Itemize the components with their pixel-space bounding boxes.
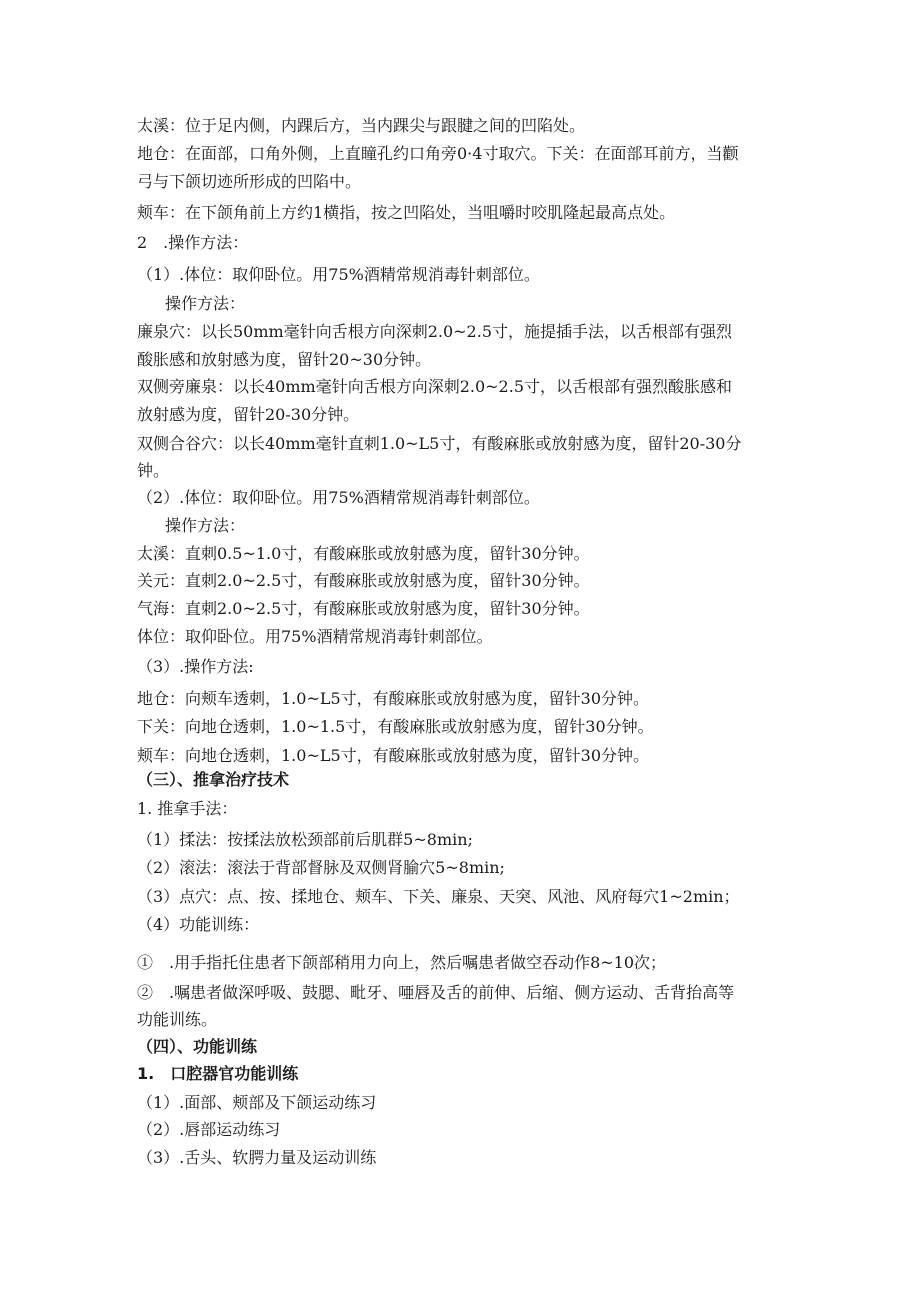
text-line: 酸胀感和放射感为度，留针20~30分钟。	[137, 350, 432, 369]
text-line: （3）点穴：点、按、揉地仓、颊车、下关、廉泉、天突、风池、风府每穴1~2min；	[137, 887, 740, 906]
section-heading: （四）、功能训练	[137, 1037, 258, 1056]
text-line: 地仓：在面部，口角外侧，上直瞳孔约口角旁0·4寸取穴。下关：在面部耳前方，当颧	[137, 144, 739, 163]
text-line: 双侧合谷穴：以长40mm毫针直刺1.0~L5寸，有酸麻胀或放射感为度，留针20-30分	[137, 434, 742, 453]
text-line: ② .嘱患者做深呼吸、鼓腮、毗牙、唖唇及舌的前伸、后缩、侧方运动、舌背抬高等	[137, 983, 735, 1002]
section-heading: 2 .操作方法：	[137, 233, 249, 252]
text-line: 廉泉穴：以长50mm毫针向舌根方向深刺2.0~2.5寸，施提插手法，以舌根部有强烈	[137, 322, 733, 341]
text-line: （1）.体位：取仰卧位。用75%酒精常规消毒针刺部位。	[137, 265, 540, 284]
text-line: 太溪：位于足内侧，内踝后方，当内踝尖与跟腱之间的凹陷处。	[137, 116, 586, 135]
subheading: 1. 推拿手法：	[137, 799, 238, 818]
list-item: （1）.面部、颊部及下颌运动练习	[137, 1093, 377, 1112]
text-line: 双侧旁廉泉：以长40mm毫针向舌根方向深刺2.0~2.5寸，以舌根部有强烈酸胀感和	[137, 377, 733, 396]
list-item: （2）.唇部运动练习	[137, 1120, 281, 1139]
text-line: 体位：取仰卧位。用75%酒精常规消毒针刺部位。	[137, 627, 493, 646]
text-line: 颊车：在下颌角前上方约1横指，按之凹陷处，当咀嚼时咬肌隆起最高点处。	[137, 203, 676, 222]
section-heading: （3）.操作方法:	[137, 657, 254, 676]
text-line: 钟。	[137, 461, 170, 480]
subheading: 操作方法：	[165, 294, 246, 313]
subheading: 1. 口腔器官功能训练	[137, 1064, 299, 1083]
text-line: 功能训练。	[137, 1010, 218, 1029]
text-line: 气海：直刺2.0~2.5寸，有酸麻胀或放射感为度，留针30分钟。	[137, 599, 590, 618]
text-line: 关元：直刺2.0~2.5寸，有酸麻胀或放射感为度，留针30分钟。	[137, 571, 590, 590]
text-line: 颊车：向地仓透刺，1.0~L5寸，有酸麻胀或放射感为度，留针30分钟。	[137, 746, 650, 765]
subheading: 操作方法：	[165, 516, 246, 535]
text-line: 放射感为度，留针20-30分钟。	[137, 405, 360, 424]
text-line: （4）功能训练：	[137, 915, 260, 934]
text-line: ① .用手指托住患者下颌部稍用力向上，然后嘱患者做空吞动作8~10次；	[137, 953, 667, 972]
text-line: 地仓：向颊车透刺，1.0~L5寸，有酸麻胀或放射感为度，留针30分钟。	[137, 689, 650, 708]
text-line: 弓与下颌切迹所形成的凹陷中。	[137, 172, 362, 191]
text-line: （2）滚法：滚法于背部督脉及双侧肾腧穴5~8min;	[137, 858, 505, 877]
text-line: 下关：向地仓透刺，1.0~1.5寸，有酸麻胀或放射感为度，留针30分钟。	[137, 717, 654, 736]
list-item: （3）.舌头、软腭力量及运动训练	[137, 1148, 377, 1167]
section-heading: （三）、推拿治疗技术	[137, 770, 290, 789]
text-line: （2）.体位：取仰卧位。用75%酒精常规消毒针刺部位。	[137, 488, 540, 507]
text-line: 太溪：直刺0.5~1.0寸，有酸麻胀或放射感为度，留针30分钟。	[137, 544, 590, 563]
text-line: （1）揉法：按揉法放松颈部前后肌群5~8min;	[137, 830, 473, 849]
